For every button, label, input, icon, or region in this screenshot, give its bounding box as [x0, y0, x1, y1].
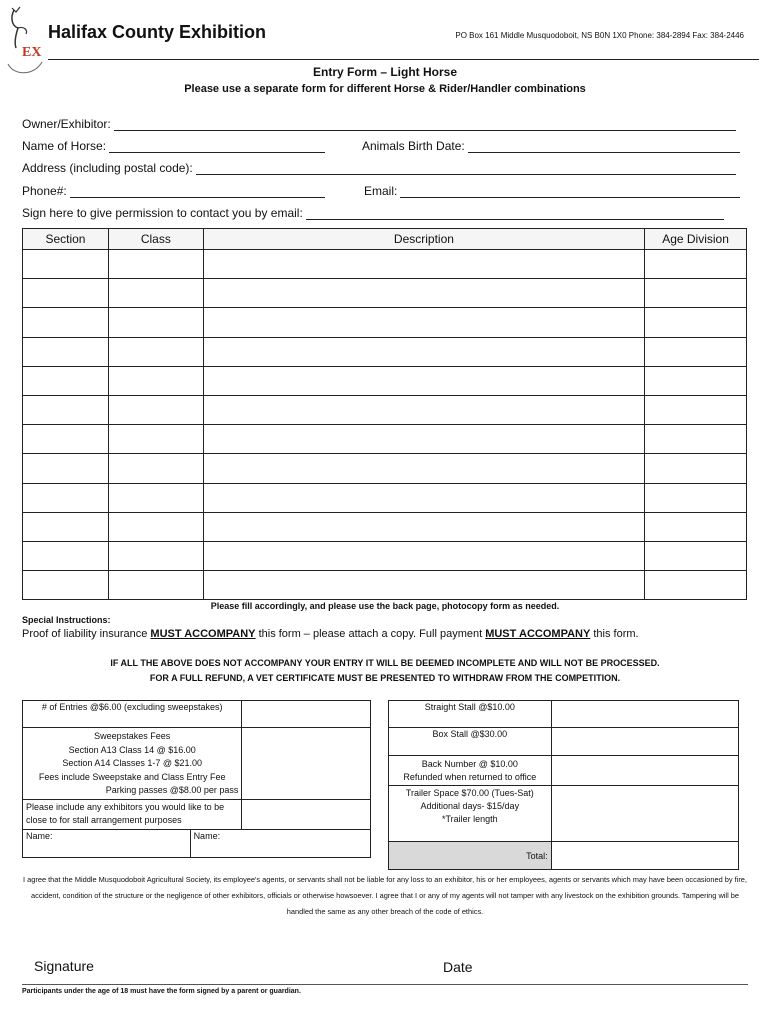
class-cell[interactable] [108, 366, 203, 395]
back-number-cell [389, 756, 552, 786]
proof-part-b: this form – please attach a copy. Full payment [255, 628, 486, 640]
entries-header-row [23, 229, 747, 250]
age-division-cell[interactable] [645, 366, 747, 395]
header-divider [48, 59, 759, 60]
box-stall-label: Box Stall @$30.00 [389, 728, 552, 756]
section-cell[interactable] [23, 337, 109, 366]
class-cell[interactable] [108, 250, 203, 279]
exhibitor-name-1[interactable]: Name: [23, 829, 191, 857]
table-row [23, 512, 747, 541]
sweepstakes-a14: Section A14 Classes 1-7 @ $21.00 [62, 758, 203, 768]
age-division-cell[interactable] [645, 250, 747, 279]
straight-stall-input[interactable] [551, 701, 738, 728]
refund-warning: FOR A FULL REFUND, A VET CERTIFICATE MUST BE PRESENTED TO WITHDRAW FROM THE COMPETITION. [149, 673, 621, 683]
parking-fee-label: Parking passes @$8.00 per pass [105, 785, 239, 795]
age-division-cell[interactable] [645, 512, 747, 541]
sweepstakes-fee-cell [23, 728, 242, 800]
age-division-cell[interactable] [645, 395, 747, 424]
special-instructions-label: Special Instructions: [22, 615, 111, 625]
description-cell[interactable] [203, 279, 644, 308]
signature-line[interactable] [22, 984, 748, 985]
section-cell[interactable] [23, 425, 109, 454]
total-input[interactable] [551, 842, 738, 870]
back-number-label: Back Number @ $10.00 [421, 759, 518, 769]
horse-name-label: Name of Horse: [22, 139, 107, 153]
entries-table [22, 228, 747, 600]
description-cell[interactable] [203, 337, 644, 366]
contact-info: PO Box 161 Middle Musquodoboit, NS B0N 1X0 Phone: 384-2894 Fax: 384-2446 [455, 31, 744, 40]
birth-date-line[interactable] [468, 141, 740, 153]
address-field[interactable] [22, 161, 736, 175]
email-line[interactable] [400, 186, 740, 198]
email-permission-label: Sign here to give permission to contact you by email: [22, 206, 303, 220]
class-cell[interactable] [108, 483, 203, 512]
entries-fee-input[interactable] [242, 701, 371, 728]
header-class: Class [108, 229, 203, 250]
description-cell[interactable] [203, 250, 644, 279]
class-cell[interactable] [108, 425, 203, 454]
section-cell[interactable] [23, 512, 109, 541]
phone-field[interactable] [22, 184, 325, 198]
owner-label: Owner/Exhibitor: [22, 117, 111, 131]
birth-date-label: Animals Birth Date: [362, 139, 465, 153]
stall-arrangement-note: Please include any exhibitors you would like to be close to for stall arrangement purposes [23, 799, 242, 829]
class-cell[interactable] [108, 454, 203, 483]
address-line[interactable] [196, 163, 736, 175]
section-cell[interactable] [23, 366, 109, 395]
sweepstakes-note: Fees include Sweepstake and Class Entry Fee [38, 771, 226, 782]
age-division-cell[interactable] [645, 279, 747, 308]
trailer-length-label: *Trailer length [441, 814, 498, 824]
exhibitor-name-2[interactable]: Name: [190, 829, 370, 857]
fees-right-table [388, 700, 739, 870]
class-cell[interactable] [108, 279, 203, 308]
description-cell[interactable] [203, 512, 644, 541]
proof-text [22, 628, 639, 640]
birth-date-field[interactable] [362, 139, 740, 153]
table-row [23, 337, 747, 366]
class-cell[interactable] [108, 571, 203, 600]
email-label: Email: [364, 184, 398, 198]
class-cell[interactable] [108, 541, 203, 570]
form-subtitle: Please use a separate form for different Horse & Rider/Handler combinations [184, 83, 586, 95]
sweepstakes-a13: Section A13 Class 14 @ $16.00 [68, 744, 196, 755]
description-cell[interactable] [203, 395, 644, 424]
sweepstakes-title: Sweepstakes Fees [94, 731, 171, 741]
form-title: Entry Form – Light Horse [312, 65, 458, 79]
phone-label: Phone#: [22, 184, 67, 198]
description-cell[interactable] [203, 454, 644, 483]
table-row [23, 454, 747, 483]
phone-line[interactable] [70, 186, 325, 198]
minor-note: Participants under the age of 18 must have the form signed by a parent or guardian. [22, 988, 301, 995]
proof-part-c: this form. [590, 628, 639, 640]
fill-note: Please fill accordingly, and please use the back page, photocopy form as needed. [210, 601, 560, 611]
age-division-cell[interactable] [645, 337, 747, 366]
agreement-text: I agree that the Middle Musquodoboit Agricultural Society, its employee's agents, or servants shall not be liable for any loss to an exhibitor, his or her employees, agents or servants which may have been occasioned by fire, accident, condition of the structure or the negligence of other exhibitors, officials or otherwise howsoever. I agree that I or any of my agents will not tamper with any livestock on the exhibition grounds. Tampering will be handled the same as any other breach of the code of ethics. [23, 875, 747, 916]
straight-stall-label: Straight Stall @$10.00 [389, 701, 552, 728]
back-number-input[interactable] [551, 756, 738, 786]
box-stall-input[interactable] [551, 728, 738, 756]
table-row [23, 395, 747, 424]
section-cell[interactable] [23, 571, 109, 600]
sweepstakes-fee-input[interactable] [242, 728, 371, 800]
email-permission-line[interactable] [306, 208, 724, 220]
table-row [23, 483, 747, 512]
age-division-cell[interactable] [645, 483, 747, 512]
section-cell[interactable] [23, 483, 109, 512]
section-cell[interactable] [23, 250, 109, 279]
stall-arrangement-input[interactable] [242, 799, 371, 829]
incomplete-warning: IF ALL THE ABOVE DOES NOT ACCOMPANY YOUR ENTRY IT WILL BE DEEMED INCOMPLETE AND WILL NOT BE PROCESSED. [110, 658, 660, 668]
age-division-cell[interactable] [645, 454, 747, 483]
must-accompany-1: MUST ACCOMPANY [150, 628, 256, 640]
section-cell[interactable] [23, 541, 109, 570]
description-cell[interactable] [203, 308, 644, 337]
description-cell[interactable] [203, 425, 644, 454]
total-label: Total: [389, 842, 552, 870]
must-accompany-2: MUST ACCOMPANY [485, 628, 591, 640]
class-cell[interactable] [108, 308, 203, 337]
age-division-cell[interactable] [645, 541, 747, 570]
owner-field[interactable] [22, 117, 736, 131]
entries-fee-label: # of Entries @$6.00 (excluding sweepstakes) [23, 701, 242, 728]
trailer-cell [389, 786, 552, 842]
section-cell[interactable] [23, 308, 109, 337]
class-cell[interactable] [108, 395, 203, 424]
email-field[interactable] [364, 184, 740, 198]
table-row [23, 366, 747, 395]
section-cell[interactable] [23, 395, 109, 424]
back-number-note: Refunded when returned to office [403, 772, 537, 782]
fees-left-table [22, 700, 371, 858]
description-cell[interactable] [203, 541, 644, 570]
description-cell[interactable] [203, 483, 644, 512]
table-row [23, 571, 747, 600]
signature-label: Signature [34, 958, 94, 974]
owner-line[interactable] [114, 119, 736, 131]
class-cell[interactable] [108, 337, 203, 366]
horse-name-field[interactable] [22, 139, 325, 153]
trailer-days-label: Additional days- $15/day [420, 801, 520, 811]
logo-letters: EX [22, 45, 42, 60]
address-label: Address (including postal code): [22, 161, 193, 175]
header-description: Description [203, 229, 644, 250]
table-row [23, 308, 747, 337]
date-label: Date [443, 959, 473, 975]
age-division-cell[interactable] [645, 425, 747, 454]
email-permission-field[interactable] [22, 206, 724, 220]
table-row [23, 250, 747, 279]
class-cell[interactable] [108, 512, 203, 541]
table-row [23, 279, 747, 308]
section-cell[interactable] [23, 279, 109, 308]
age-division-cell[interactable] [645, 308, 747, 337]
description-cell[interactable] [203, 366, 644, 395]
horse-name-line[interactable] [109, 141, 325, 153]
page-title: Halifax County Exhibition [48, 22, 267, 42]
trailer-input[interactable] [551, 786, 738, 842]
header-section: Section [23, 229, 109, 250]
section-cell[interactable] [23, 454, 109, 483]
table-row [23, 541, 747, 570]
trailer-label: Trailer Space $70.00 (Tues-Sat) [405, 788, 534, 798]
description-cell[interactable] [203, 571, 644, 600]
proof-part-a: Proof of liability insurance [22, 628, 151, 640]
table-row [23, 425, 747, 454]
age-division-cell[interactable] [645, 571, 747, 600]
header-age-division: Age Division [645, 229, 747, 250]
